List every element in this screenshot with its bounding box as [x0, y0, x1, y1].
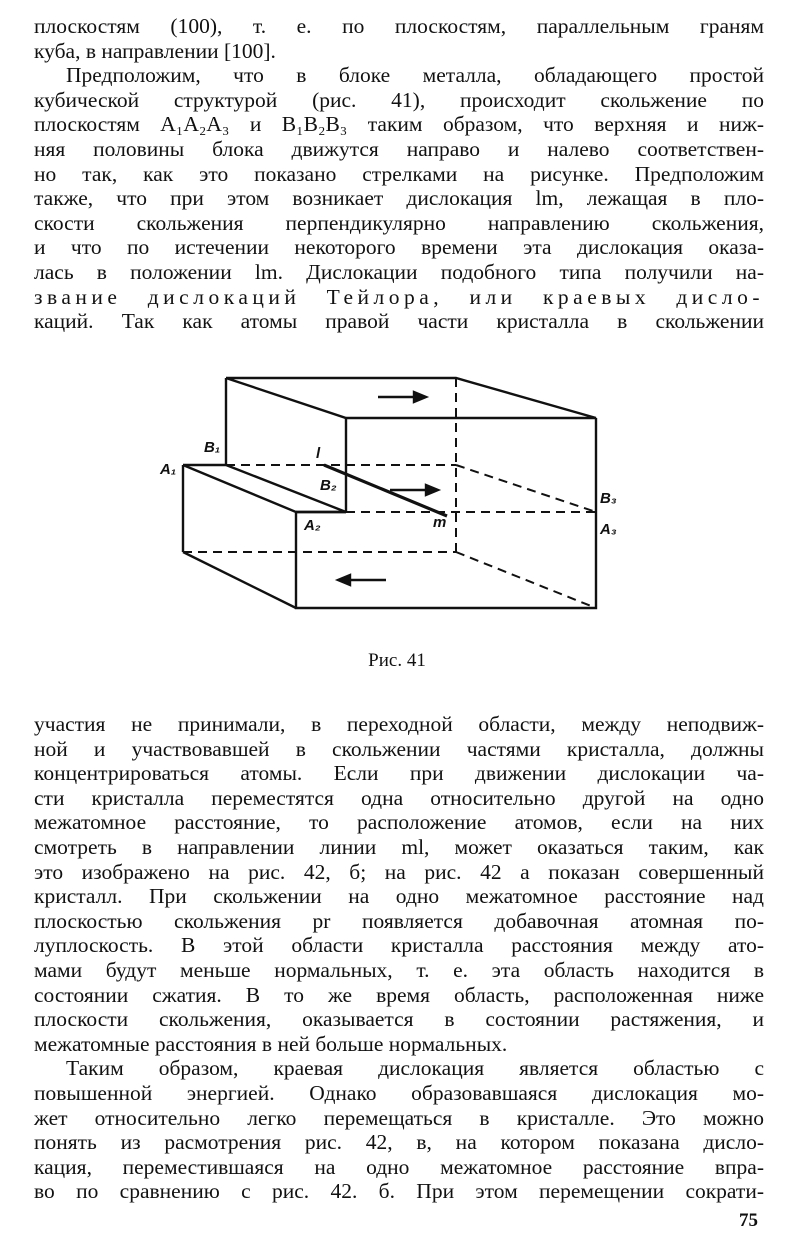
- text-line: няя половины блока движутся направо и налево соответствен-: [34, 136, 764, 161]
- text-block-bottom: [34, 712, 764, 1204]
- text-line: но так, как это показано стрелками на рисунке. Предположим: [34, 161, 764, 186]
- text-line: и что по истечении некоторого времени эта дислокация оказа-: [34, 235, 764, 260]
- text-block-top: [34, 14, 764, 334]
- text-line: также, что при этом возникает дислокация lm, лежащая в пло-: [34, 186, 764, 211]
- text-line: состоянии сжатия. В то же время область, расположенная ниже: [34, 982, 764, 1007]
- text-line: Таким образом, краевая дислокация является областью с: [66, 1056, 764, 1081]
- text-line: жет относительно легко перемещаться в кристалле. Это можно: [34, 1105, 764, 1130]
- text-line: плоскости скольжения, оказывается в состоянии растяжения, и: [34, 1007, 764, 1032]
- text-line: межатомные расстояния в ней больше нормальных.: [34, 1031, 508, 1056]
- figure-caption: Рис. 41: [368, 650, 426, 671]
- arrow-right-icon: [414, 392, 426, 402]
- arrow-left-icon: [338, 575, 350, 585]
- text-line: концентрироваться атомы. Если при движении дислокации ча-: [34, 761, 764, 786]
- text-line: кристалл. При скольжении на одно межатомное расстояние над: [34, 884, 764, 909]
- text-line: повышенной энергией. Однако образовавшаяся дислокация мо-: [34, 1080, 764, 1105]
- text-line: скости скольжения перпендикулярно направлению скольжения,: [34, 210, 764, 235]
- text-line: понять из расмотрения рис. 42, в, на котором показана дисло-: [34, 1130, 764, 1155]
- text-line: кация, переместившаяся на одно межатомное расстояние впра-: [34, 1154, 764, 1179]
- arrow-right-icon: [426, 485, 438, 495]
- label-B2: B₂: [320, 477, 337, 494]
- figure-41: [150, 368, 630, 618]
- text-line: плоскостям A₁A₂A₃ и B₁B₂B₃ таким образом, что верхняя и ниж-: [34, 112, 764, 137]
- text-line: кубической структурой (рис. 41), происходит скольжение по: [34, 87, 764, 112]
- crystal-block-diagram: [150, 368, 630, 618]
- text-line: мами будут меньше нормальных, т. е. эта область находится в: [34, 957, 764, 982]
- label-l: l: [316, 445, 321, 462]
- text-line: луплоскость. В этой области кристалла расстояния между ато-: [34, 933, 764, 958]
- page-number: 75: [739, 1210, 758, 1231]
- text-line: плоскостям (100), т. е. по плоскостям, параллельным граням: [34, 14, 764, 38]
- text-line: ной и участвовавшей в скольжении частями кристалла, должны: [34, 736, 764, 761]
- label-A3: A₃: [600, 521, 617, 538]
- label-B3: B₃: [600, 490, 617, 507]
- text-line: смотреть в направлении линии ml, может оказаться таким, как: [34, 834, 764, 859]
- text-line: сти кристалла переместятся одна относительно другой на одно: [34, 785, 764, 810]
- text-line: участия не принимали, в переходной области, между неподвиж-: [34, 712, 764, 736]
- text-line: плоскостью скольжения pr появляется добавочная атомная по-: [34, 908, 764, 933]
- text-line: межатомное расстояние, то расположение атомов, если на них: [34, 810, 764, 835]
- label-A2: A₂: [304, 517, 321, 534]
- text-line: звание дислокаций Тейлора, или краевых дисло-: [34, 284, 764, 309]
- text-line: куба, в направлении [100].: [34, 38, 276, 63]
- text-line: во по сравнению с рис. 42. б. При этом перемещении сократи-: [34, 1179, 764, 1204]
- label-B1: B₁: [204, 439, 221, 456]
- text-line: лась в положении lm. Дислокации подобного типа получили на-: [34, 259, 764, 284]
- label-A1: A₁: [160, 461, 177, 478]
- text-line: каций. Так как атомы правой части кристалла в скольжении: [34, 309, 764, 334]
- label-m: m: [433, 514, 447, 531]
- text-line: Предположим, что в блоке металла, обладающего простой: [66, 63, 764, 88]
- text-line: это изображено на рис. 42, б; на рис. 42 а показан совершенный: [34, 859, 764, 884]
